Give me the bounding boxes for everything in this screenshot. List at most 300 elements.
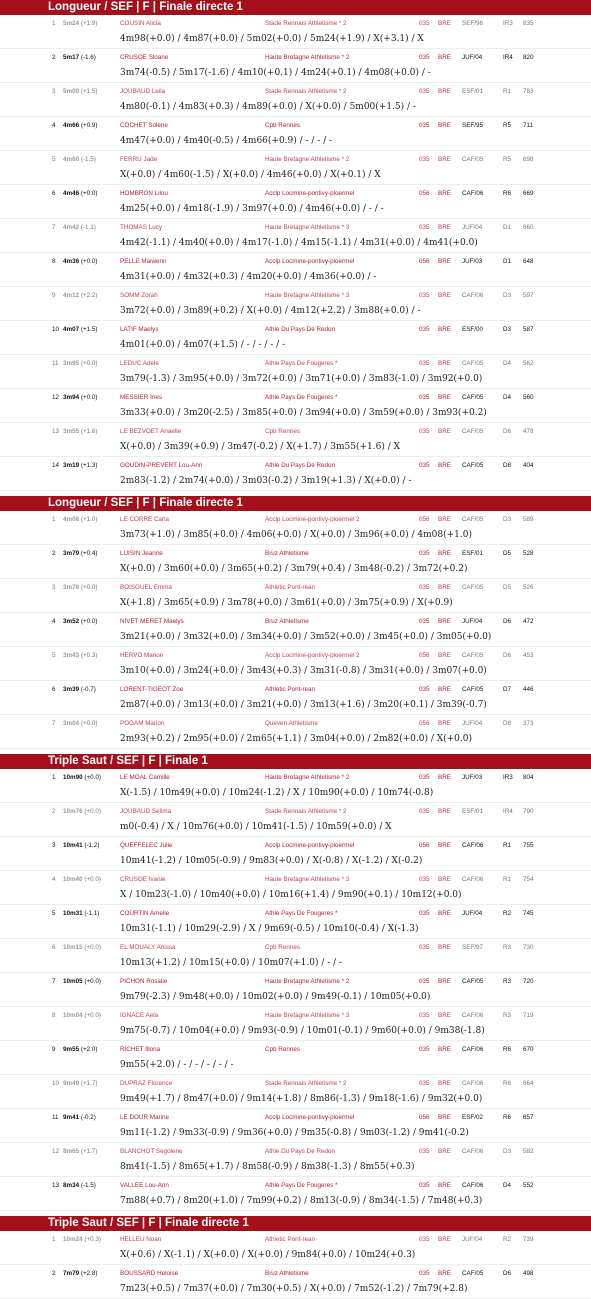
best-mark-wind: (+0.0) <box>80 618 98 625</box>
department-link[interactable]: 035 <box>419 224 430 231</box>
result-entry <box>0 423 591 457</box>
region-link[interactable]: BRE <box>438 516 451 523</box>
club-link[interactable]: Acclp Locmine-pontivy-ploermel <box>265 190 355 197</box>
club-link[interactable]: Acclp Locmine-pontivy-ploermel <box>265 1114 355 1121</box>
best-mark: 4m42 <box>63 224 80 231</box>
region-link[interactable]: BRE <box>438 326 451 333</box>
points: 664 <box>523 1080 534 1087</box>
performance <box>63 613 97 630</box>
club-link[interactable]: Cpb Rennes <box>265 1046 301 1053</box>
region-link[interactable]: BRE <box>438 842 451 849</box>
club-link[interactable]: Bruz Athletisme <box>265 1270 309 1277</box>
attempt-series: 4m47(+0.0) / 4m40(-0.5) / 4m66(+0.9) / - / - / - <box>120 136 333 146</box>
performance <box>63 321 97 338</box>
points: 698 <box>523 156 534 163</box>
best-mark: 3m55 <box>63 428 80 435</box>
department-link[interactable]: 035 <box>419 54 430 61</box>
rank: 4 <box>52 618 56 625</box>
level: R3 <box>503 978 512 985</box>
result-row <box>0 185 591 202</box>
athlete-name-link[interactable]: RICHET Illona <box>120 1046 161 1053</box>
department-link[interactable]: 035 <box>419 428 430 435</box>
club-link[interactable]: Stade Rennais Athletisme * 2 <box>265 20 347 27</box>
department-link[interactable]: 035 <box>419 462 430 469</box>
athlete-name-link[interactable]: LUISIN Jeanne <box>120 550 163 557</box>
athlete-name-link[interactable]: SOMM Zorah <box>120 292 158 299</box>
attempt-series: X(+0.0) / 3m39(+0.9) / 3m47(-0.2) / X(+1.7) / 3m55(+1.6) / X <box>120 442 401 452</box>
category: JUF/04 <box>462 618 483 625</box>
result-entry <box>0 939 591 973</box>
result-entry <box>0 871 591 905</box>
athlete-name-link[interactable]: CRUSOE Sloane <box>120 54 169 61</box>
result-row <box>0 1075 591 1092</box>
athlete-name-link[interactable]: NIVET MERET Maelys <box>120 618 184 625</box>
best-mark: 3m95 <box>63 360 80 367</box>
club-link[interactable]: Bruz Athletisme <box>265 618 309 625</box>
department-link[interactable]: 035 <box>419 292 430 299</box>
region-link[interactable]: BRE <box>438 428 451 435</box>
athlete-name-link[interactable]: DUPRAZ Florence <box>120 1080 173 1087</box>
attempt-series: 8m41(-1.5) / 8m65(+1.7) / 8m58(-0.9) / 8m38(-1.3) / 8m55(+0.3) <box>120 1162 415 1172</box>
result-entry <box>0 1231 591 1265</box>
club-link[interactable]: Haute Bretagne Athletisme * 3 <box>265 1012 350 1019</box>
level: D6 <box>503 652 512 659</box>
club-link[interactable]: Athle Pays De Fougeres * <box>265 910 338 917</box>
result-entry <box>0 117 591 151</box>
region-link[interactable]: BRE <box>438 20 451 27</box>
result-entry <box>0 1177 591 1211</box>
category: CAF/06 <box>462 1148 484 1155</box>
level: R6 <box>503 1046 512 1053</box>
athlete-name-link[interactable]: JOUBAUD Leila <box>120 88 166 95</box>
category: SEF/97 <box>462 944 483 951</box>
department-link[interactable]: 056 <box>419 720 430 727</box>
athlete-name-link[interactable]: HELLEU Noan <box>120 1236 162 1243</box>
department-link[interactable]: 035 <box>419 876 430 883</box>
best-mark: 9m41 <box>63 1114 80 1121</box>
level: D4 <box>503 1182 512 1189</box>
department-link[interactable]: 035 <box>419 686 430 693</box>
result-row <box>0 287 591 304</box>
region-link[interactable]: BRE <box>438 584 451 591</box>
athlete-name-link[interactable]: THOMAS Lucy <box>120 224 162 231</box>
rank: 13 <box>52 428 60 435</box>
best-mark-wind: (+0.0) <box>80 584 98 591</box>
club-link[interactable]: Haute Bretagne Athletisme * 3 <box>265 876 350 883</box>
performance <box>63 219 96 236</box>
club-link[interactable]: Athle Pays De Fougeres * <box>265 360 338 367</box>
result-row <box>0 871 591 888</box>
club-link[interactable]: Cpb Rennes <box>265 428 301 435</box>
result-row <box>0 647 591 664</box>
department-link[interactable]: 035 <box>419 122 430 129</box>
rank: 11 <box>52 1114 59 1121</box>
athlete-name-link[interactable]: VALLEE Lou-Ann <box>120 1182 169 1189</box>
club-link[interactable]: Athletic Pont-rean <box>265 584 316 591</box>
club-link[interactable]: Athle Pays De Fougeres * <box>265 394 338 401</box>
category: JUF/04 <box>462 1236 483 1243</box>
performance <box>63 355 97 372</box>
level: D3 <box>503 292 512 299</box>
department-link[interactable]: 056 <box>419 516 430 523</box>
category: CAF/06 <box>462 842 484 849</box>
region-link[interactable]: BRE <box>438 1148 451 1155</box>
category: ESF/01 <box>462 88 483 95</box>
result-row <box>0 1265 591 1282</box>
points: 587 <box>523 326 534 333</box>
club-link[interactable]: Acclp Locmine-pontivy-ploermel <box>265 842 355 849</box>
level: D1 <box>503 224 512 231</box>
athlete-name-link[interactable]: LE DOUR Marine <box>120 1114 169 1121</box>
performance <box>63 1075 97 1092</box>
performance <box>63 1177 96 1194</box>
performance <box>63 905 99 922</box>
best-mark: 10m40 <box>63 876 83 883</box>
department-link[interactable]: 035 <box>419 1270 430 1277</box>
department-link[interactable]: 035 <box>419 910 430 917</box>
club-link[interactable]: Athle Du Pays De Redon <box>265 1148 336 1155</box>
points: 835 <box>523 20 534 27</box>
performance <box>63 457 97 474</box>
athlete-name-link[interactable]: MESSIER Ines <box>120 394 162 401</box>
category: CAF/05 <box>462 428 484 435</box>
points: 660 <box>523 224 534 231</box>
result-row <box>0 803 591 820</box>
athlete-name-link[interactable]: QUEFFELEC Julie <box>120 842 173 849</box>
attempt-series: X(+0.0) / 3m60(+0.0) / 3m65(+0.2) / 3m79(+0.4) / 3m48(-0.2) / 3m72(+0.2) <box>120 564 468 574</box>
club-link[interactable]: Haute Bretagne Athletisme * 2 <box>265 54 350 61</box>
club-link[interactable]: Haute Bretagne Athletisme * 3 <box>265 224 350 231</box>
athlete-name-link[interactable]: LE CORRE Carla <box>120 516 169 523</box>
best-mark: 4m12 <box>63 292 80 299</box>
region-link[interactable]: BRE <box>438 462 451 469</box>
club-link[interactable]: Stade Rennais Athletisme * 2 <box>265 808 347 815</box>
level: D8 <box>503 720 512 727</box>
region-link[interactable]: BRE <box>438 54 451 61</box>
athlete-name-link[interactable]: COUSIN Alicia <box>120 20 161 27</box>
attempt-series: 9m79(-2.3) / 9m48(+0.0) / 10m02(+0.0) / 9m49(-0.1) / 10m05(+0.0) <box>120 992 431 1002</box>
category: CAF/06 <box>462 1046 484 1053</box>
region-link[interactable]: BRE <box>438 122 451 129</box>
athlete-name-link[interactable]: LE MOAL Camille <box>120 774 170 781</box>
result-entry <box>0 1265 591 1299</box>
attempt-series: 4m98(+0.0) / 4m87(+0.0) / 5m02(+0.0) / 5m24(+1.9) / X(+3.1) / X <box>120 34 424 44</box>
best-mark-wind: (-1.2) <box>84 842 100 849</box>
attempt-series: 7m88(+0.7) / 8m20(+1.0) / 7m99(+0.2) / 8m13(-0.9) / 8m34(-1.5) / 7m48(+0.3) <box>120 1196 483 1206</box>
region-link[interactable]: BRE <box>438 550 451 557</box>
performance <box>63 545 97 562</box>
rank: 6 <box>52 686 56 693</box>
athlete-name-link[interactable]: BOISGUEL Emma <box>120 584 172 591</box>
result-entry <box>0 681 591 715</box>
athlete-name-link[interactable]: BOUSSARD Heloise <box>120 1270 179 1277</box>
region-link[interactable]: BRE <box>438 978 451 985</box>
club-link[interactable]: Haute Bretagne Athletisme * 2 <box>265 774 350 781</box>
result-entry <box>0 1041 591 1075</box>
performance <box>63 117 97 134</box>
department-link[interactable]: 035 <box>419 1046 430 1053</box>
region-link[interactable]: BRE <box>438 720 451 727</box>
department-link[interactable]: 035 <box>419 618 430 625</box>
department-link[interactable]: 035 <box>419 1236 430 1243</box>
best-mark: 5m17 <box>63 54 80 61</box>
best-mark-wind: (+0.0) <box>80 190 98 197</box>
rank: 2 <box>52 550 56 557</box>
performance <box>63 253 97 270</box>
attempt-series: 3m10(+0.0) / 3m24(+0.0) / 3m43(+0.3) / 3m31(-0.8) / 3m31(+0.0) / 3m07(+0.0) <box>120 666 487 676</box>
club-link[interactable]: Haute Bretagne Athletisme * 3 <box>265 292 350 299</box>
best-mark-wind: (+0.0) <box>84 1012 101 1019</box>
club-link[interactable]: Athle Pays De Fougeres * <box>265 1182 338 1189</box>
department-link[interactable]: 035 <box>419 808 430 815</box>
athlete-name-link[interactable]: PICHON Rosalie <box>120 978 168 985</box>
category: CAF/05 <box>462 584 484 591</box>
club-link[interactable]: Cpb Rennes <box>265 944 301 951</box>
region-link[interactable]: BRE <box>438 156 451 163</box>
region-link[interactable]: BRE <box>438 876 451 883</box>
rank: 8 <box>52 258 56 265</box>
category: CAF/05 <box>462 652 484 659</box>
best-mark-wind: (+0.0) <box>80 258 98 265</box>
level: D4 <box>503 360 512 367</box>
department-link[interactable]: 035 <box>419 978 430 985</box>
region-link[interactable]: BRE <box>438 1114 451 1121</box>
attempt-series: 3m73(+1.0) / 3m85(+0.0) / 4m06(+0.0) / X(+0.0) / 3m96(+0.0) / 4m08(+1.0) <box>120 530 472 540</box>
club-link[interactable]: Stade Rennais Athletisme * 2 <box>265 1080 347 1087</box>
best-mark: 4m60 <box>63 156 80 163</box>
department-link[interactable]: 035 <box>419 360 430 367</box>
best-mark-wind: (+0.0) <box>84 876 101 883</box>
department-link[interactable]: 035 <box>419 944 430 951</box>
category: JUF/04 <box>462 720 483 727</box>
department-link[interactable]: 056 <box>419 258 430 265</box>
athlete-name-link[interactable]: LEDUC Adele <box>120 360 159 367</box>
performance <box>63 871 101 888</box>
department-link[interactable]: 035 <box>419 1080 430 1087</box>
region-link[interactable]: BRE <box>438 224 451 231</box>
region-link[interactable]: BRE <box>438 360 451 367</box>
club-link[interactable]: Bruz Athletisme <box>265 550 309 557</box>
performance <box>63 837 99 854</box>
department-link[interactable]: 056 <box>419 1114 430 1121</box>
department-link[interactable]: 035 <box>419 774 430 781</box>
region-link[interactable]: BRE <box>438 1182 451 1189</box>
best-mark-wind: (+1.9) <box>80 20 98 27</box>
points: 472 <box>523 618 534 625</box>
region-link[interactable]: BRE <box>438 190 451 197</box>
result-row <box>0 579 591 596</box>
club-link[interactable]: Haute Bretagne Athletisme * 2 <box>265 156 350 163</box>
athlete-name-link[interactable]: GOUDIN-PREVERT Lou-Ann <box>120 462 203 469</box>
department-link[interactable]: 035 <box>419 1012 430 1019</box>
points: 526 <box>523 584 534 591</box>
region-link[interactable]: BRE <box>438 1236 451 1243</box>
region-link[interactable]: BRE <box>438 1080 451 1087</box>
best-mark: 3m52 <box>63 618 80 625</box>
best-mark: 10m04 <box>63 1012 83 1019</box>
attempt-series: 10m13(+1.2) / 10m15(+0.0) / 10m07(+1.0) / - / - <box>120 958 343 968</box>
region-link[interactable]: BRE <box>438 88 451 95</box>
club-link[interactable]: Athletic Pont-rean <box>265 1236 316 1243</box>
athlete-name-link[interactable]: LATIF Maelys <box>120 326 159 333</box>
points: 720 <box>523 978 534 985</box>
level: D8 <box>503 462 512 469</box>
athlete-name-link[interactable]: BLANCHOT Segolene <box>120 1148 183 1155</box>
department-link[interactable]: 035 <box>419 20 430 27</box>
level: R2 <box>503 1236 512 1243</box>
result-entry <box>0 355 591 389</box>
result-entry <box>0 545 591 579</box>
athlete-name-link[interactable]: COCHET Solene <box>120 122 168 129</box>
performance <box>63 287 97 304</box>
rank: 3 <box>52 584 56 591</box>
region-link[interactable]: BRE <box>438 394 451 401</box>
category: ESF/01 <box>462 550 483 557</box>
best-mark-wind: (-1.1) <box>84 910 100 917</box>
club-link[interactable]: Stade Rennais Athletisme * 2 <box>265 88 347 95</box>
performance <box>63 185 97 202</box>
club-link[interactable]: Acclp Locmine-pontivy-ploermel 2 <box>265 652 360 659</box>
region-link[interactable]: BRE <box>438 1270 451 1277</box>
performance <box>63 511 97 528</box>
department-link[interactable]: 035 <box>419 584 430 591</box>
best-mark: 5m00 <box>63 88 80 95</box>
best-mark: 10m15 <box>63 944 83 951</box>
athlete-name-link[interactable]: LE BEZVOET Anaelle <box>120 428 182 435</box>
points: 820 <box>523 54 534 61</box>
performance <box>63 769 101 786</box>
points: 754 <box>523 876 534 883</box>
club-link[interactable]: Athletic Pont-rean <box>265 686 316 693</box>
performance <box>63 939 101 956</box>
athlete-name-link[interactable]: FERRU Jade <box>120 156 158 163</box>
best-mark-wind: (+0.0) <box>84 808 101 815</box>
result-entry <box>0 715 591 749</box>
result-row <box>0 1041 591 1058</box>
attempt-series: 2m93(+0.2) / 2m95(+0.0) / 2m65(+1.1) / 3m04(+0.0) / 2m82(+0.0) / X(+0.0) <box>120 734 472 744</box>
club-link[interactable]: Cpb Rennes <box>265 122 301 129</box>
best-mark: 8m34 <box>63 1182 80 1189</box>
department-link[interactable]: 035 <box>419 394 430 401</box>
region-link[interactable]: BRE <box>438 618 451 625</box>
points: 562 <box>523 360 534 367</box>
level: D5 <box>503 550 512 557</box>
department-link[interactable]: 035 <box>419 1148 430 1155</box>
best-mark: 3m94 <box>63 394 80 401</box>
best-mark: 10m90 <box>63 774 83 781</box>
department-link[interactable]: 035 <box>419 550 430 557</box>
points: 446 <box>523 686 534 693</box>
points: 669 <box>523 190 534 197</box>
athlete-name-link[interactable]: COURTIN Amelie <box>120 910 170 917</box>
department-link[interactable]: 056 <box>419 652 430 659</box>
attempt-series: X(+0.0) / 4m60(-1.5) / X(+0.0) / 4m46(+0.0) / X(+0.1) / X <box>120 170 381 180</box>
department-link[interactable]: 035 <box>419 1182 430 1189</box>
athlete-name-link[interactable]: JOUBAUD Selima <box>120 808 172 815</box>
level: D3 <box>503 516 512 523</box>
attempt-series: 7m23(+0.5) / 7m37(+0.0) / 7m30(+0.5) / X(+0.0) / 7m52(-1.2) / 7m79(+2.8) <box>120 1284 468 1294</box>
club-link[interactable]: Haute Bretagne Athletisme * 2 <box>265 978 350 985</box>
region-link[interactable]: BRE <box>438 1046 451 1053</box>
rank: 4 <box>52 122 56 129</box>
result-row <box>0 83 591 100</box>
category: CAF/06 <box>462 1080 484 1087</box>
level: R6 <box>503 190 512 197</box>
department-link[interactable]: 035 <box>419 326 430 333</box>
athlete-name-link[interactable]: EL MOUALY Anissa <box>120 944 176 951</box>
athlete-name-link[interactable]: HOMBRON Lilou <box>120 190 168 197</box>
region-link[interactable]: BRE <box>438 1012 451 1019</box>
result-row <box>0 321 591 338</box>
department-link[interactable]: 056 <box>419 190 430 197</box>
section-title: Triple Saut / SEF | F | Finale directe 1 <box>0 1216 591 1231</box>
club-link[interactable]: Acclp Locmine-pontivy-ploermel <box>265 258 355 265</box>
region-link[interactable]: BRE <box>438 808 451 815</box>
best-mark-wind: (-0.2) <box>80 1114 96 1121</box>
best-mark-wind: (+0.0) <box>84 774 101 781</box>
rank: 12 <box>52 1148 60 1155</box>
best-mark: 4m66 <box>63 122 80 129</box>
points: 711 <box>523 122 534 129</box>
region-link[interactable]: BRE <box>438 944 451 951</box>
region-link[interactable]: BRE <box>438 292 451 299</box>
performance <box>63 973 101 990</box>
result-row <box>0 939 591 956</box>
athlete-name-link[interactable]: HERVO Manon <box>120 652 164 659</box>
athlete-name-link[interactable]: LORENT-TIGEOT Zoe <box>120 686 184 693</box>
best-mark: 4m36 <box>63 258 80 265</box>
club-link[interactable]: Athle Du Pays De Redon <box>265 462 336 469</box>
athlete-name-link[interactable]: IGNACE Aela <box>120 1012 159 1019</box>
level: R5 <box>503 156 512 163</box>
result-entry <box>0 1109 591 1143</box>
best-mark: 7m79 <box>63 1270 80 1277</box>
points: 373 <box>523 720 534 727</box>
results-section <box>0 0 591 491</box>
region-link[interactable]: BRE <box>438 258 451 265</box>
region-link[interactable]: BRE <box>438 774 451 781</box>
region-link[interactable]: BRE <box>438 910 451 917</box>
rank: 2 <box>52 808 56 815</box>
category: CAF/06 <box>462 190 484 197</box>
region-link[interactable]: BRE <box>438 652 451 659</box>
athlete-name-link[interactable]: POGAM Marion <box>120 720 165 727</box>
athlete-name-link[interactable]: PELLE Maiwenn <box>120 258 167 265</box>
region-link[interactable]: BRE <box>438 686 451 693</box>
club-link[interactable]: Acclp Locmine-pontivy-ploermel 2 <box>265 516 360 523</box>
rank: 7 <box>52 720 56 727</box>
points: 597 <box>523 292 534 299</box>
category: JUF/04 <box>462 224 483 231</box>
category: CAF/06 <box>462 292 484 299</box>
level: IR3 <box>503 774 513 781</box>
points: 552 <box>523 1182 534 1189</box>
department-link[interactable]: 035 <box>419 156 430 163</box>
athlete-name-link[interactable]: CRUSOE Ivanie <box>120 876 166 883</box>
attempt-series: 4m01(+0.0) / 4m07(+1.5) / - / - / - / - <box>120 340 286 350</box>
points: 670 <box>523 1046 534 1053</box>
result-entry <box>0 287 591 321</box>
level: R5 <box>503 122 512 129</box>
department-link[interactable]: 035 <box>419 88 430 95</box>
result-row <box>0 423 591 440</box>
performance <box>63 389 97 406</box>
result-entry <box>0 457 591 491</box>
club-link[interactable]: Queven Athletisme <box>265 720 318 727</box>
club-link[interactable]: Athle Du Pays De Redon <box>265 326 336 333</box>
best-mark-wind: (+0.3) <box>80 652 98 659</box>
department-link[interactable]: 056 <box>419 842 430 849</box>
